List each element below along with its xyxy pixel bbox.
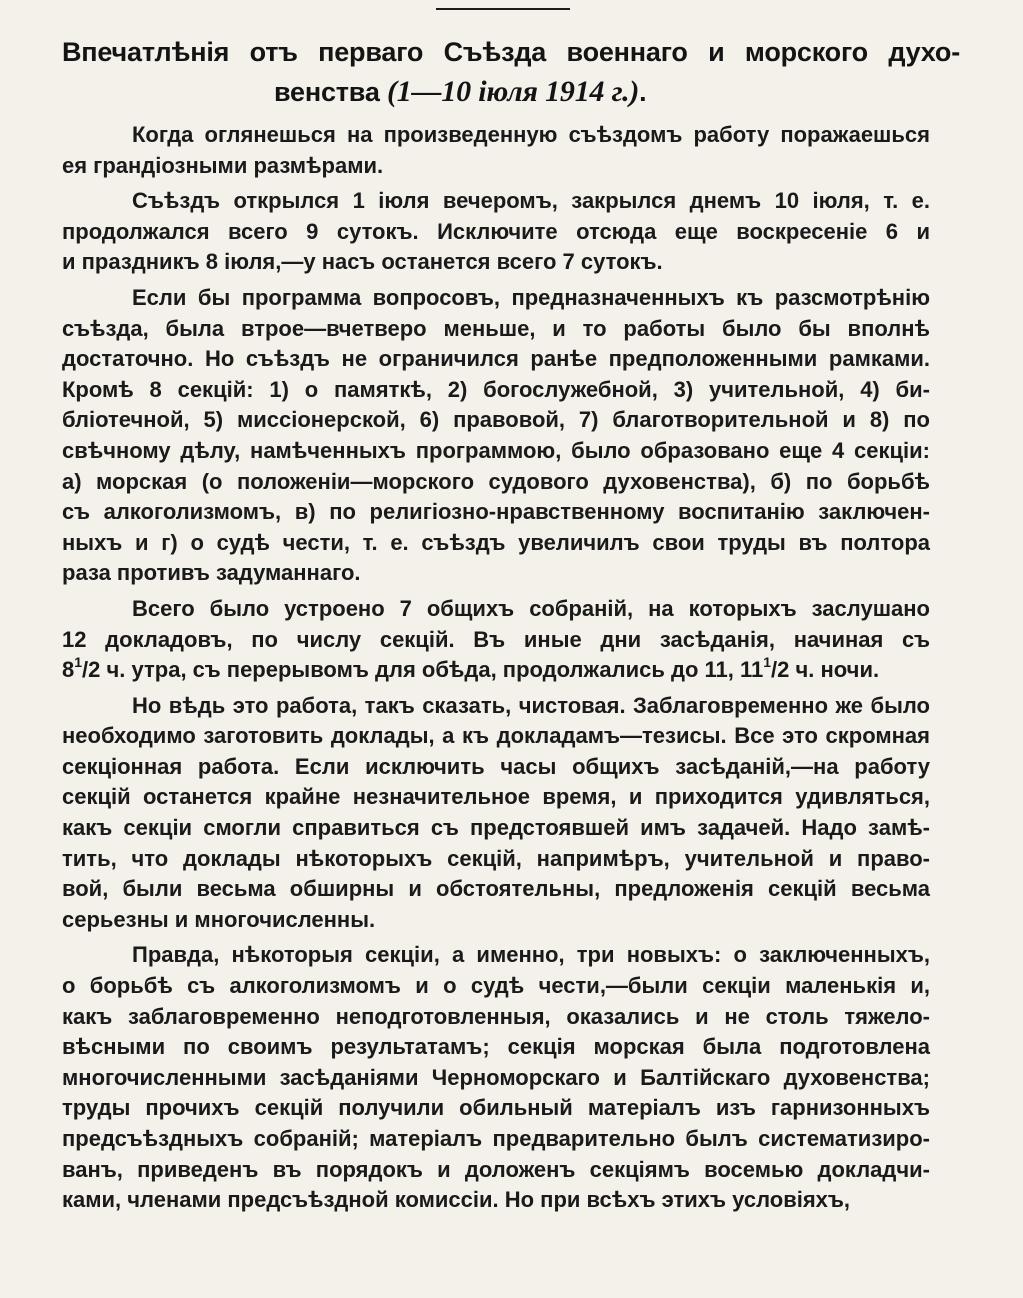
paragraph <box>62 594 930 686</box>
text-line: необходимо заготовить доклады, а къ докладамъ—тезисы. Все это скромная <box>62 723 930 749</box>
text-line: секціонная работа. Если исключить часы общихъ засѣданій,—на работу <box>62 753 930 779</box>
text-line: Всего было устроено 7 общихъ собраній, на которыхъ заслушано <box>132 595 930 621</box>
text-line: 12 докладовъ, по числу секцій. Въ иные дни засѣданія, начиная съ <box>62 626 930 652</box>
article-title <box>62 32 960 112</box>
paragraph <box>62 120 930 181</box>
text-line: бліотечной, 5) миссіонерской, 6) правовой, 7) благотворительной и 8) по <box>62 407 930 433</box>
text-line: а) морская (о положеніи—морского судового духовенства), б) по борьбѣ <box>62 468 930 494</box>
text-line: многочисленными засѣданіями Черноморскаго и Балтійскаго духовенства; <box>62 1064 930 1090</box>
top-rule <box>436 8 570 10</box>
text-line: продолжался всего 9 сутокъ. Исключите отсюда еще воскресеніе 6 и <box>62 218 930 244</box>
text-line: раза противъ задуманнаго. <box>62 560 361 586</box>
title-line-2-prefix: венства <box>274 77 387 107</box>
text-line <box>62 655 930 686</box>
text-line: Когда оглянешься на произведенную съѣздомъ работу поражаешься <box>132 122 930 147</box>
title-line-2 <box>62 72 960 112</box>
text-line: секцій останется крайне незначительное время, и приходится удивляться, <box>62 784 930 810</box>
text-line: Кромѣ 8 секцій: 1) о памяткѣ, 2) богослужебной, 3) учительной, 4) би- <box>62 376 930 402</box>
text-line: какъ секціи смогли справиться съ предстоявшей имъ задачей. Надо замѣ- <box>62 815 930 841</box>
text-line: и праздникъ 8 іюля,—у насъ останется всего 7 сутокъ. <box>62 249 663 275</box>
paragraph <box>62 940 930 1215</box>
text-line: вой, были весьма обширны и обстоятельны, предложенія секцій весьма <box>62 876 930 902</box>
text-line: свѣчному дѣлу, намѣченныхъ программою, было образовано еще 4 секціи: <box>62 437 930 463</box>
text-fragment: /2 ч. утра, съ перерывомъ для обѣда, продолжались до 11, 11 <box>82 657 764 683</box>
text-line: вѣсными по своимъ результатамъ; секція морская была подготовлена <box>62 1034 930 1060</box>
text-line: съѣзда, была втрое—вчетверо меньше, и то работы было бы вполнѣ <box>62 315 930 341</box>
title-line-1: Впечатлѣнія отъ перваго Съѣзда военнаго и морского духо- <box>62 37 960 67</box>
paragraph <box>62 186 930 278</box>
text-line: ныхъ и г) о судѣ чести, т. е. съѣздъ увеличилъ свои труды въ полтора <box>62 529 930 555</box>
text-line: какъ заблаговременно неподготовленныя, оказались и не столь тяжело- <box>62 1003 930 1029</box>
text-line: достаточно. Но съѣздъ не ограничился ранѣе предположенными рамками. <box>62 346 930 372</box>
article-body <box>62 120 930 1221</box>
text-line: Но вѣдь это работа, такъ сказать, чистовая. Заблаговременно же было <box>132 692 930 718</box>
text-line: серьезны и многочисленны. <box>62 906 376 932</box>
text-line: Если бы программа вопросовъ, предназначенныхъ къ разсмотрѣнію <box>132 284 930 310</box>
text-fragment: 8 <box>62 657 75 683</box>
title-line-2-suffix: . <box>639 77 647 107</box>
paragraph <box>62 283 930 589</box>
text-line: ками, членами предсъѣздной комиссіи. Но при всѣхъ этихъ условіяхъ, <box>62 1187 851 1213</box>
text-line: ея грандіозными размѣрами. <box>62 152 384 178</box>
text-line: Правда, нѣкоторыя секціи, а именно, три новыхъ: о заключенныхъ, <box>132 942 930 968</box>
text-line: труды прочихъ секцій получили обильный матеріалъ изъ гарнизонныхъ <box>62 1095 930 1121</box>
text-line: предсъѣздныхъ собраній; матеріалъ предварительно былъ систематизиро- <box>62 1126 930 1151</box>
title-dates: (1—10 іюля 1914 г.) <box>386 75 640 108</box>
text-line: о борьбѣ съ алкоголизмомъ и о судѣ чести,—были секціи маленькія и, <box>62 973 930 999</box>
text-line: тить, что доклады нѣкоторыхъ секцій, напримѣръ, учительной и право- <box>62 845 930 871</box>
text-line: Съѣздъ открылся 1 іюля вечеромъ, закрылся днемъ 10 іюля, т. е. <box>132 188 930 214</box>
fraction-superscript: 1 <box>763 653 772 670</box>
text-fragment: /2 ч. ночи. <box>771 657 880 683</box>
paragraph <box>62 691 930 936</box>
fraction-superscript: 1 <box>74 653 83 670</box>
text-line: съ алкоголизмомъ, в) по религіозно-нравственному воспитанію заключен- <box>62 499 930 525</box>
text-line: ванъ, приведенъ въ порядокъ и доложенъ секціямъ восемью докладчи- <box>62 1156 930 1182</box>
